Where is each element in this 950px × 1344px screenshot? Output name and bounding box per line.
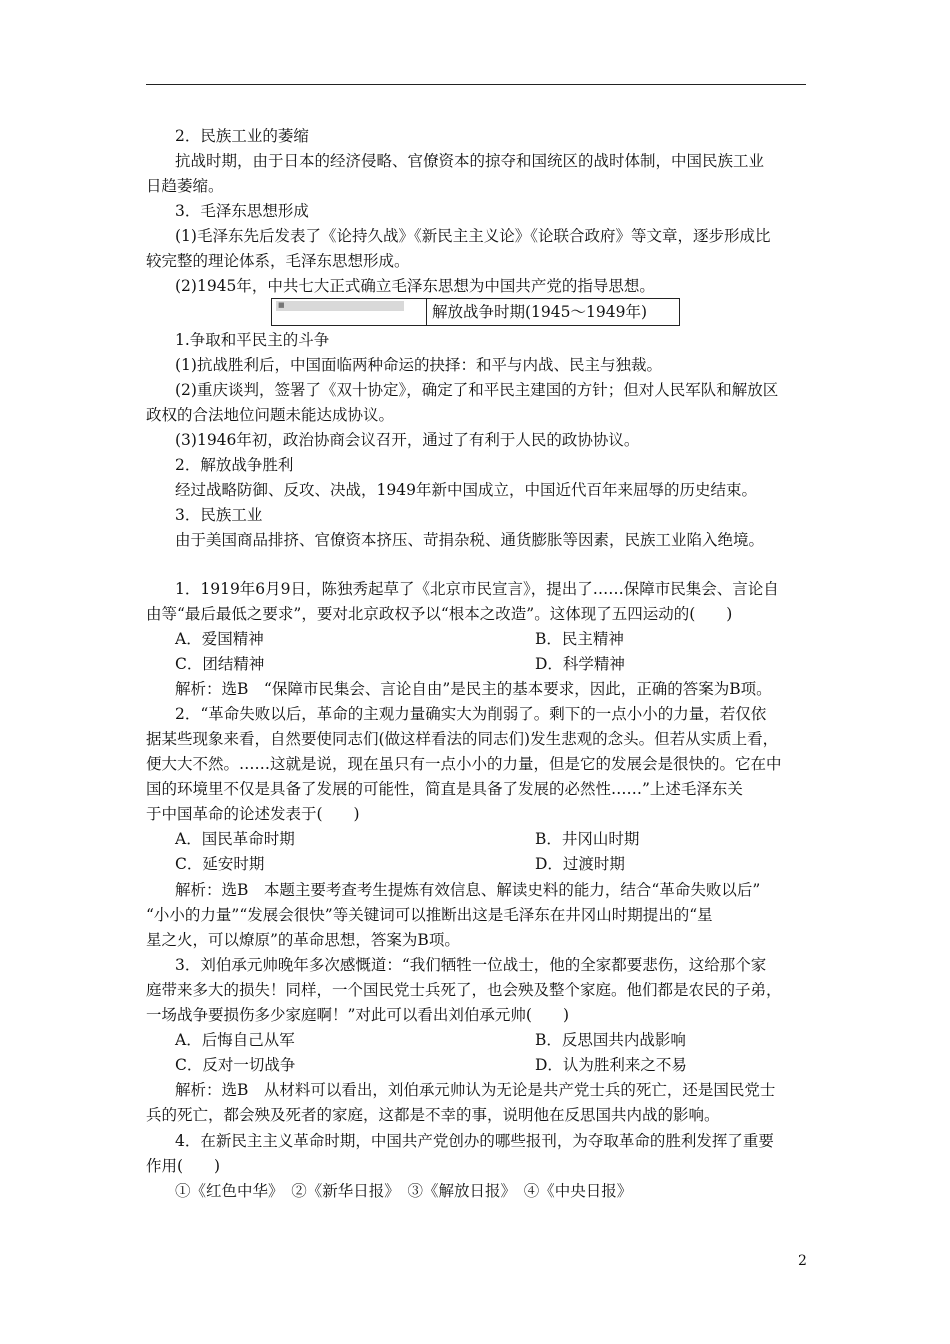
- question-2-option-a: A．国民革命时期: [175, 830, 295, 848]
- question-2-option-b: B．井冈山时期: [535, 830, 640, 848]
- paragraph-line: (2)1945年，中共七大正式确立毛泽东思想为中国共产党的指导思想。: [175, 277, 655, 295]
- question-1-option-c: C．团结精神: [175, 655, 265, 673]
- question-2-text: 国的环境里不仅是具备了发展的可能性，简直是具备了发展的必然性……”上述毛泽东关: [146, 780, 743, 798]
- question-3-option-c: C．反对一切战争: [175, 1056, 296, 1074]
- section-title: 解放战争时期(1945～1949年): [432, 303, 647, 321]
- question-3-option-b: B．反思国共内战影响: [535, 1031, 686, 1049]
- question-1-option-d: D．科学精神: [535, 655, 625, 673]
- question-1-option-a: A．爱国精神: [175, 630, 264, 648]
- question-3-answer: 兵的死亡，都会殃及死者的家庭，这都是不幸的事，说明他在反思国共内战的影响。: [146, 1106, 720, 1124]
- question-2-answer: 星之火，可以燎原”的革命思想，答案为B项。: [146, 931, 460, 949]
- question-2-text: 便大大不然。……这就是说，现在虽只有一点小小的力量，但是它的发展会是很快的。它在中: [146, 755, 782, 773]
- paragraph-line: (2)重庆谈判，签署了《双十协定》，确定了和平民主建国的方针；但对人民军队和解放区: [175, 381, 779, 399]
- paragraph-line: 由于美国商品排挤、官僚资本挤压、苛捐杂税、通货膨胀等因素，民族工业陷入绝境。: [175, 531, 765, 549]
- section-tab-label: ■: [276, 301, 404, 311]
- question-2-text: 于中国革命的论述发表于( ): [146, 805, 360, 823]
- question-3-text: 庭带来多大的损失！同样，一个国民党士兵死了，也会殃及整个家庭。他们都是农民的子弟，: [146, 981, 782, 999]
- question-3-option-d: D．认为胜利来之不易: [535, 1056, 687, 1074]
- question-4-options: ①《红色中华》 ②《新华日报》 ③《解放日报》 ④《中央日报》: [175, 1182, 633, 1200]
- question-1-option-b: B．民主精神: [535, 630, 624, 648]
- heading-liberation-war: 2．解放战争胜利: [175, 456, 294, 474]
- heading-peace-democracy: 1.争取和平民主的斗争: [175, 331, 330, 349]
- question-1-answer: 解析：选B “保障市民集会、言论自由”是民主的基本要求，因此，正确的答案为B项。: [175, 680, 772, 698]
- paragraph-line: 政权的合法地位问题未能达成协议。: [146, 406, 395, 424]
- heading-national-industry: 3．民族工业: [175, 506, 263, 524]
- paragraph-line: 日趋萎缩。: [146, 177, 224, 195]
- paragraph-line: (1)毛泽东先后发表了《论持久战》《新民主主义论》《论联合政府》等文章，逐步形成比: [175, 227, 771, 245]
- paragraph-line: 抗战时期，由于日本的经济侵略、官僚资本的掠夺和国统区的战时体制，中国民族工业: [175, 152, 765, 170]
- page-number: 2: [798, 1253, 807, 1269]
- paragraph-line: (1)抗战胜利后，中国面临两种命运的抉择：和平与内战、民主与独裁。: [175, 356, 662, 374]
- question-1-text: 由等“最后最低之要求”，要对北京政权予以“根本之改造”。这体现了五四运动的( ): [146, 605, 733, 623]
- heading-national-industry-shrink: 2．民族工业的萎缩: [175, 127, 309, 145]
- question-2-text: 据某些现象来看，自然要使同志们(做这样看法的同志们)发生悲观的念头。但若从实质上看，: [146, 730, 779, 748]
- question-1-text: 1．1919年6月9日，陈独秀起草了《北京市民宣言》，提出了……保障市民集会、言论自: [175, 580, 779, 598]
- question-2-answer: “小小的力量”“发展会很快”等关键词可以推断出这是毛泽东在井冈山时期提出的“星: [146, 906, 713, 924]
- question-4-text: 4．在新民主主义革命时期，中国共产党创办的哪些报刊，为夺取革命的胜利发挥了重要: [175, 1132, 774, 1150]
- paragraph-line: 较完整的理论体系，毛泽东思想形成。: [146, 252, 410, 270]
- section-divider: [426, 299, 427, 325]
- paragraph-line: (3)1946年初，政治协商会议召开，通过了有利于人民的政协协议。: [175, 431, 640, 449]
- question-3-text: 一场战争要损伤多少家庭啊！”对此可以看出刘伯承元帅( ): [146, 1006, 570, 1024]
- question-2-answer: 解析：选B 本题主要考查考生提炼有效信息、解读史料的能力，结合“革命失败以后”: [175, 881, 761, 899]
- question-2-option-c: C．延安时期: [175, 855, 265, 873]
- header-rule: [146, 84, 806, 85]
- question-3-text: 3．刘伯承元帅晚年多次感慨道：“我们牺牲一位战士，他的全家都要悲伤，这给那个家: [175, 956, 767, 974]
- question-4-text: 作用( ): [146, 1157, 221, 1175]
- section-title-box: [271, 298, 680, 326]
- heading-mao-thought: 3．毛泽东思想形成: [175, 202, 309, 220]
- question-2-option-d: D．过渡时期: [535, 855, 625, 873]
- question-3-option-a: A．后悔自己从军: [175, 1031, 295, 1049]
- paragraph-line: 经过战略防御、反攻、决战，1949年新中国成立，中国近代百年来屈辱的历史结束。: [175, 481, 757, 499]
- question-3-answer: 解析：选B 从材料可以看出，刘伯承元帅认为无论是共产党士兵的死亡，还是国民党士: [175, 1081, 776, 1099]
- question-2-text: 2．“革命失败以后，革命的主观力量确实大为削弱了。剩下的一点小小的力量，若仅依: [175, 705, 767, 723]
